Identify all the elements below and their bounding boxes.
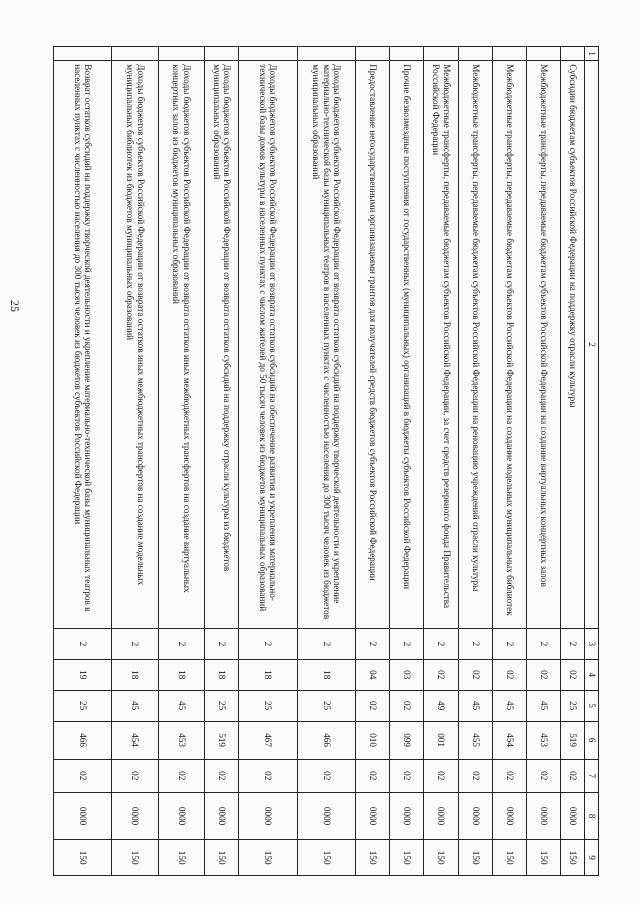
row-code-cell — [205, 47, 239, 61]
row-description-cell: Межбюджетные трансферты, передаваемые бюджетам субъектов Российской Федерации на создание виртуальных концертных залов — [527, 61, 561, 629]
row-description-cell: Межбюджетные трансферты, передаваемые бюджетам субъектов Российской Федерации на реновацию учреждений отрасли культуры — [458, 61, 492, 629]
row-code-cell: 150 — [458, 840, 492, 876]
row-code-cell: 150 — [390, 840, 424, 876]
table-row — [54, 47, 112, 876]
row-code-cell: 0000 — [112, 792, 158, 840]
row-code-cell: 45 — [458, 690, 492, 721]
row-code-cell: 02 — [492, 659, 526, 690]
row-code-cell: 45 — [527, 690, 561, 721]
row-code-cell: 2 — [54, 628, 112, 659]
row-code-cell — [239, 47, 297, 61]
row-code-cell: 02 — [297, 759, 355, 792]
row-code-cell: 2 — [390, 628, 424, 659]
row-code-cell: 453 — [158, 721, 204, 759]
row-code-cell: 150 — [297, 840, 355, 876]
row-code-cell: 02 — [458, 759, 492, 792]
table-row — [239, 47, 297, 876]
row-code-cell: 2 — [424, 628, 458, 659]
row-code-cell: 02 — [424, 759, 458, 792]
row-code-cell: 02 — [527, 759, 561, 792]
rotated-table-container — [53, 46, 599, 876]
row-code-cell: 2 — [492, 628, 526, 659]
row-description-cell: Доходы бюджетов субъектов Российской Федерации от возврата остатков субсидий на поддержку творческой деятельности и укрепление материально-технической базы муниципальных театров в населенных пунктах с численностью населения до 300 тысяч человек из бюджетов муниципальных образований — [297, 61, 355, 629]
row-code-cell: 150 — [205, 840, 239, 876]
row-code-cell: 25 — [239, 690, 297, 721]
row-code-cell: 099 — [390, 721, 424, 759]
row-code-cell: 02 — [390, 759, 424, 792]
row-code-cell: 0000 — [356, 792, 390, 840]
row-code-cell: 25 — [205, 690, 239, 721]
row-code-cell: 150 — [54, 840, 112, 876]
row-code-cell: 04 — [356, 659, 390, 690]
row-code-cell: 150 — [561, 840, 585, 876]
row-code-cell: 0000 — [424, 792, 458, 840]
table-row — [112, 47, 158, 876]
row-code-cell: 455 — [458, 721, 492, 759]
row-code-cell: 466 — [54, 721, 112, 759]
row-code-cell: 150 — [492, 840, 526, 876]
page-number: 25 — [8, 300, 22, 312]
row-code-cell: 02 — [112, 759, 158, 792]
row-code-cell: 25 — [297, 690, 355, 721]
row-code-cell: 02 — [424, 659, 458, 690]
row-code-cell: 2 — [458, 628, 492, 659]
row-description-cell: Доходы бюджетов субъектов Российской Федерации от возврата остатков субсидий на обеспечение развития и укрепления материально-технической базы домов культуры в населенных пунктах с числом жителей до 50 тысяч человек из бюджетов муниципальных образований — [239, 61, 297, 629]
row-code-cell: 02 — [390, 690, 424, 721]
row-code-cell: 45 — [112, 690, 158, 721]
row-code-cell: 2 — [561, 628, 585, 659]
row-code-cell: 18 — [205, 659, 239, 690]
row-code-cell: 02 — [205, 759, 239, 792]
row-description-cell: Доходы бюджетов субъектов Российской Федерации от возврата остатков субсидий на поддержку отрасли культуры из бюджетов муниципальных образований — [205, 61, 239, 629]
row-code-cell: 18 — [112, 659, 158, 690]
row-code-cell: 0000 — [158, 792, 204, 840]
row-code-cell: 0000 — [54, 792, 112, 840]
table-row — [205, 47, 239, 876]
row-code-cell: 010 — [356, 721, 390, 759]
budget-codes-table — [53, 46, 599, 876]
table-body — [54, 47, 586, 876]
row-code-cell: 02 — [158, 759, 204, 792]
row-description-cell: Возврат остатков субсидий на поддержку творческой деятельности и укрепление материально-технической базы муниципальных театров в населенных пунктах с численностью населения до 300 тысяч человек из бюджетов субъектов Российской Федерации — [54, 61, 112, 629]
row-code-cell — [561, 47, 585, 61]
row-code-cell — [54, 47, 112, 61]
table-row — [424, 47, 458, 876]
row-code-cell: 49 — [424, 690, 458, 721]
row-code-cell: 2 — [158, 628, 204, 659]
row-code-cell: 466 — [297, 721, 355, 759]
row-description-cell: Предоставление негосударственными организациями грантов для получателей средств бюджетов субъектов Российской Федерации — [356, 61, 390, 629]
table-row — [527, 47, 561, 876]
row-description-cell: Прочие безвозмездные поступления от государственных (муниципальных) организаций в бюджеты субъектов Российской Федерации — [390, 61, 424, 629]
row-code-cell — [356, 47, 390, 61]
row-code-cell: 19 — [54, 659, 112, 690]
row-code-cell: 519 — [205, 721, 239, 759]
row-code-cell — [458, 47, 492, 61]
row-code-cell: 454 — [492, 721, 526, 759]
row-code-cell — [492, 47, 526, 61]
row-code-cell — [527, 47, 561, 61]
row-code-cell: 519 — [561, 721, 585, 759]
row-code-cell: 02 — [356, 759, 390, 792]
table-row — [492, 47, 526, 876]
row-description-cell: Субсидии бюджетам субъектов Российской Федерации на поддержку отрасли культуры — [561, 61, 585, 629]
row-code-cell: 02 — [527, 659, 561, 690]
row-code-cell: 02 — [561, 759, 585, 792]
row-code-cell: 0000 — [390, 792, 424, 840]
row-code-cell: 02 — [492, 759, 526, 792]
row-code-cell: 150 — [112, 840, 158, 876]
row-code-cell — [158, 47, 204, 61]
row-code-cell: 02 — [54, 759, 112, 792]
row-code-cell — [297, 47, 355, 61]
row-code-cell: 03 — [390, 659, 424, 690]
row-code-cell: 150 — [424, 840, 458, 876]
row-code-cell: 454 — [112, 721, 158, 759]
row-description-cell: Межбюджетные трансферты, передаваемые бюджетам субъектов Российской Федерации, за счет средств резервного фонда Правительства Российской Федерации — [424, 61, 458, 629]
row-code-cell: 150 — [356, 840, 390, 876]
row-code-cell: 001 — [424, 721, 458, 759]
column-header: 1 — [585, 47, 599, 61]
row-description-cell: Доходы бюджетов субъектов Российской Федерации от возврата остатков иных межбюджетных трансфертов на создание модельных муниципальных библиотек из бюджетов муниципальных образований — [112, 61, 158, 629]
row-code-cell: 18 — [158, 659, 204, 690]
row-code-cell: 150 — [239, 840, 297, 876]
row-code-cell: 0000 — [239, 792, 297, 840]
row-code-cell: 0000 — [492, 792, 526, 840]
table-row — [356, 47, 390, 876]
table-row — [458, 47, 492, 876]
column-header: 7 — [585, 759, 599, 792]
column-header: 6 — [585, 721, 599, 759]
row-code-cell: 0000 — [297, 792, 355, 840]
column-header: 2 — [585, 61, 599, 629]
row-code-cell: 0000 — [527, 792, 561, 840]
row-code-cell: 02 — [356, 690, 390, 721]
row-code-cell: 02 — [458, 659, 492, 690]
table-row — [158, 47, 204, 876]
column-header: 9 — [585, 840, 599, 876]
table-row — [561, 47, 585, 876]
row-code-cell: 25 — [561, 690, 585, 721]
row-code-cell: 150 — [158, 840, 204, 876]
row-code-cell: 02 — [561, 659, 585, 690]
row-code-cell: 2 — [297, 628, 355, 659]
row-description-cell: Доходы бюджетов субъектов Российской Федерации от возврата остатков иных межбюджетных трансфертов на создание виртуальных концертных залов из бюджетов муниципальных образований — [158, 61, 204, 629]
column-header: 5 — [585, 690, 599, 721]
row-code-cell: 45 — [492, 690, 526, 721]
row-code-cell — [390, 47, 424, 61]
table-row — [390, 47, 424, 876]
row-code-cell: 18 — [239, 659, 297, 690]
row-code-cell: 2 — [112, 628, 158, 659]
table-row — [297, 47, 355, 876]
row-code-cell: 25 — [54, 690, 112, 721]
row-code-cell: 2 — [205, 628, 239, 659]
row-code-cell — [424, 47, 458, 61]
row-code-cell: 453 — [527, 721, 561, 759]
row-code-cell: 02 — [239, 759, 297, 792]
column-header: 3 — [585, 628, 599, 659]
column-header: 4 — [585, 659, 599, 690]
row-code-cell: 2 — [239, 628, 297, 659]
row-code-cell: 45 — [158, 690, 204, 721]
row-code-cell: 2 — [356, 628, 390, 659]
row-code-cell: 18 — [297, 659, 355, 690]
row-description-cell: Межбюджетные трансферты, передаваемые бюджетам субъектов Российской Федерации на создание модельных муниципальных библиотек — [492, 61, 526, 629]
row-code-cell: 467 — [239, 721, 297, 759]
row-code-cell: 0000 — [458, 792, 492, 840]
row-code-cell: 0000 — [205, 792, 239, 840]
row-code-cell — [112, 47, 158, 61]
row-code-cell: 150 — [527, 840, 561, 876]
row-code-cell: 0000 — [561, 792, 585, 840]
row-code-cell: 2 — [527, 628, 561, 659]
column-header: 8 — [585, 792, 599, 840]
header-row — [585, 47, 599, 876]
